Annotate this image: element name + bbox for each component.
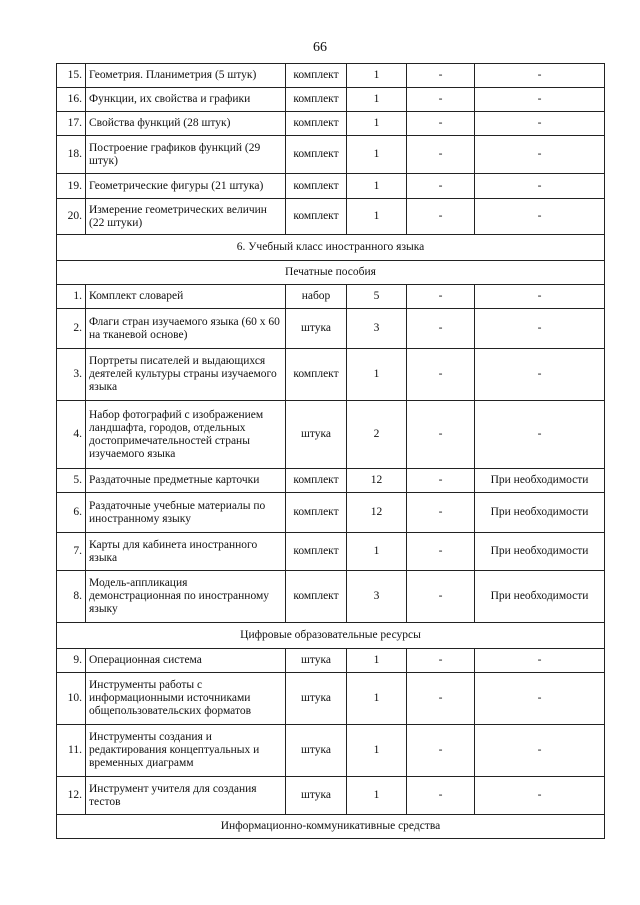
quantity: 1 bbox=[347, 174, 407, 199]
quantity: 1 bbox=[347, 64, 407, 88]
table-row bbox=[57, 469, 605, 493]
item-name: Геометрические фигуры (21 штука) bbox=[86, 174, 286, 199]
item-name: Модель-аппликация демонстрационная по иностранному языку bbox=[86, 571, 286, 623]
note: - bbox=[475, 349, 605, 401]
unit-of-measure: комплект bbox=[286, 493, 347, 533]
column-5-value: - bbox=[407, 112, 475, 136]
equipment-table bbox=[56, 63, 605, 839]
column-5-value: - bbox=[407, 88, 475, 112]
unit-of-measure: штука bbox=[286, 649, 347, 673]
quantity: 1 bbox=[347, 777, 407, 815]
unit-of-measure: комплект bbox=[286, 199, 347, 235]
note: - bbox=[475, 725, 605, 777]
note: - bbox=[475, 285, 605, 309]
quantity: 1 bbox=[347, 649, 407, 673]
item-name: Измерение геометрических величин (22 штуки) bbox=[86, 199, 286, 235]
note: - bbox=[475, 199, 605, 235]
item-name: Инструменты создания и редактирования концептуальных и временных диаграмм bbox=[86, 725, 286, 777]
row-number: 8. bbox=[57, 571, 86, 623]
column-5-value: - bbox=[407, 401, 475, 469]
table-body bbox=[57, 64, 605, 839]
quantity: 12 bbox=[347, 493, 407, 533]
note: При необходимости bbox=[475, 571, 605, 623]
column-5-value: - bbox=[407, 673, 475, 725]
table-row bbox=[57, 285, 605, 309]
quantity: 1 bbox=[347, 349, 407, 401]
column-5-value: - bbox=[407, 174, 475, 199]
column-5-value: - bbox=[407, 349, 475, 401]
item-name: Портреты писателей и выдающихся деятелей культуры страны изучаемого языка bbox=[86, 349, 286, 401]
note: При необходимости bbox=[475, 493, 605, 533]
item-name: Свойства функций (28 штук) bbox=[86, 112, 286, 136]
column-5-value: - bbox=[407, 469, 475, 493]
item-name: Инструменты работы с информационными источниками общепользовательских форматов bbox=[86, 673, 286, 725]
quantity: 1 bbox=[347, 112, 407, 136]
table-row bbox=[57, 112, 605, 136]
table-row bbox=[57, 136, 605, 174]
row-number: 7. bbox=[57, 533, 86, 571]
note: При необходимости bbox=[475, 533, 605, 571]
row-number: 3. bbox=[57, 349, 86, 401]
item-name: Раздаточные учебные материалы по иностранному языку bbox=[86, 493, 286, 533]
item-name: Построение графиков функций (29 штук) bbox=[86, 136, 286, 174]
row-number: 5. bbox=[57, 469, 86, 493]
row-number: 9. bbox=[57, 649, 86, 673]
unit-of-measure: комплект bbox=[286, 349, 347, 401]
item-name: Инструмент учителя для создания тестов bbox=[86, 777, 286, 815]
unit-of-measure: комплект bbox=[286, 469, 347, 493]
unit-of-measure: комплект bbox=[286, 88, 347, 112]
quantity: 1 bbox=[347, 533, 407, 571]
note: - bbox=[475, 401, 605, 469]
table-row bbox=[57, 349, 605, 401]
quantity: 1 bbox=[347, 136, 407, 174]
table-row bbox=[57, 725, 605, 777]
column-5-value: - bbox=[407, 309, 475, 349]
unit-of-measure: штука bbox=[286, 673, 347, 725]
column-5-value: - bbox=[407, 649, 475, 673]
note: - bbox=[475, 673, 605, 725]
note: - bbox=[475, 112, 605, 136]
section-title: Информационно-коммуникативные средства bbox=[57, 815, 605, 839]
row-number: 18. bbox=[57, 136, 86, 174]
column-5-value: - bbox=[407, 199, 475, 235]
table-row bbox=[57, 649, 605, 673]
column-5-value: - bbox=[407, 777, 475, 815]
note: - bbox=[475, 174, 605, 199]
note: - bbox=[475, 309, 605, 349]
row-number: 4. bbox=[57, 401, 86, 469]
column-5-value: - bbox=[407, 571, 475, 623]
row-number: 1. bbox=[57, 285, 86, 309]
column-5-value: - bbox=[407, 136, 475, 174]
section-row bbox=[57, 623, 605, 649]
row-number: 2. bbox=[57, 309, 86, 349]
table-row bbox=[57, 493, 605, 533]
unit-of-measure: штука bbox=[286, 725, 347, 777]
section-row bbox=[57, 815, 605, 839]
quantity: 2 bbox=[347, 401, 407, 469]
table-row bbox=[57, 533, 605, 571]
note: При необходимости bbox=[475, 469, 605, 493]
table-row bbox=[57, 174, 605, 199]
quantity: 1 bbox=[347, 725, 407, 777]
unit-of-measure: комплект bbox=[286, 174, 347, 199]
column-5-value: - bbox=[407, 64, 475, 88]
table-row bbox=[57, 571, 605, 623]
row-number: 20. bbox=[57, 199, 86, 235]
item-name: Раздаточные предметные карточки bbox=[86, 469, 286, 493]
item-name: Геометрия. Планиметрия (5 штук) bbox=[86, 64, 286, 88]
item-name: Набор фотографий с изображением ландшафта, городов, отдельных достопримечательностей страны изучаемого языка bbox=[86, 401, 286, 469]
row-number: 10. bbox=[57, 673, 86, 725]
unit-of-measure: комплект bbox=[286, 533, 347, 571]
column-5-value: - bbox=[407, 285, 475, 309]
section-title: Цифровые образовательные ресурсы bbox=[57, 623, 605, 649]
unit-of-measure: штука bbox=[286, 777, 347, 815]
quantity: 3 bbox=[347, 309, 407, 349]
row-number: 19. bbox=[57, 174, 86, 199]
note: - bbox=[475, 777, 605, 815]
quantity: 12 bbox=[347, 469, 407, 493]
section-row bbox=[57, 235, 605, 261]
quantity: 5 bbox=[347, 285, 407, 309]
unit-of-measure: комплект bbox=[286, 136, 347, 174]
column-5-value: - bbox=[407, 725, 475, 777]
item-name: Комплект словарей bbox=[86, 285, 286, 309]
item-name: Карты для кабинета иностранного языка bbox=[86, 533, 286, 571]
quantity: 1 bbox=[347, 199, 407, 235]
table-row bbox=[57, 309, 605, 349]
row-number: 15. bbox=[57, 64, 86, 88]
table-row bbox=[57, 673, 605, 725]
table-row bbox=[57, 199, 605, 235]
column-5-value: - bbox=[407, 533, 475, 571]
note: - bbox=[475, 136, 605, 174]
unit-of-measure: штука bbox=[286, 401, 347, 469]
column-5-value: - bbox=[407, 493, 475, 533]
page-number: 66 bbox=[313, 40, 327, 55]
note: - bbox=[475, 88, 605, 112]
section-row bbox=[57, 261, 605, 285]
note: - bbox=[475, 649, 605, 673]
quantity: 1 bbox=[347, 673, 407, 725]
row-number: 11. bbox=[57, 725, 86, 777]
item-name: Функции, их свойства и графики bbox=[86, 88, 286, 112]
unit-of-measure: комплект bbox=[286, 571, 347, 623]
note: - bbox=[475, 64, 605, 88]
row-number: 17. bbox=[57, 112, 86, 136]
section-title: 6. Учебный класс иностранного языка bbox=[57, 235, 605, 261]
unit-of-measure: комплект bbox=[286, 112, 347, 136]
section-title: Печатные пособия bbox=[57, 261, 605, 285]
unit-of-measure: штука bbox=[286, 309, 347, 349]
table-row bbox=[57, 777, 605, 815]
quantity: 1 bbox=[347, 88, 407, 112]
row-number: 6. bbox=[57, 493, 86, 533]
item-name: Флаги стран изучаемого языка (60 х 60 на тканевой основе) bbox=[86, 309, 286, 349]
item-name: Операционная система bbox=[86, 649, 286, 673]
table-row bbox=[57, 88, 605, 112]
table-row bbox=[57, 64, 605, 88]
unit-of-measure: комплект bbox=[286, 64, 347, 88]
quantity: 3 bbox=[347, 571, 407, 623]
unit-of-measure: набор bbox=[286, 285, 347, 309]
table-row bbox=[57, 401, 605, 469]
row-number: 16. bbox=[57, 88, 86, 112]
row-number: 12. bbox=[57, 777, 86, 815]
